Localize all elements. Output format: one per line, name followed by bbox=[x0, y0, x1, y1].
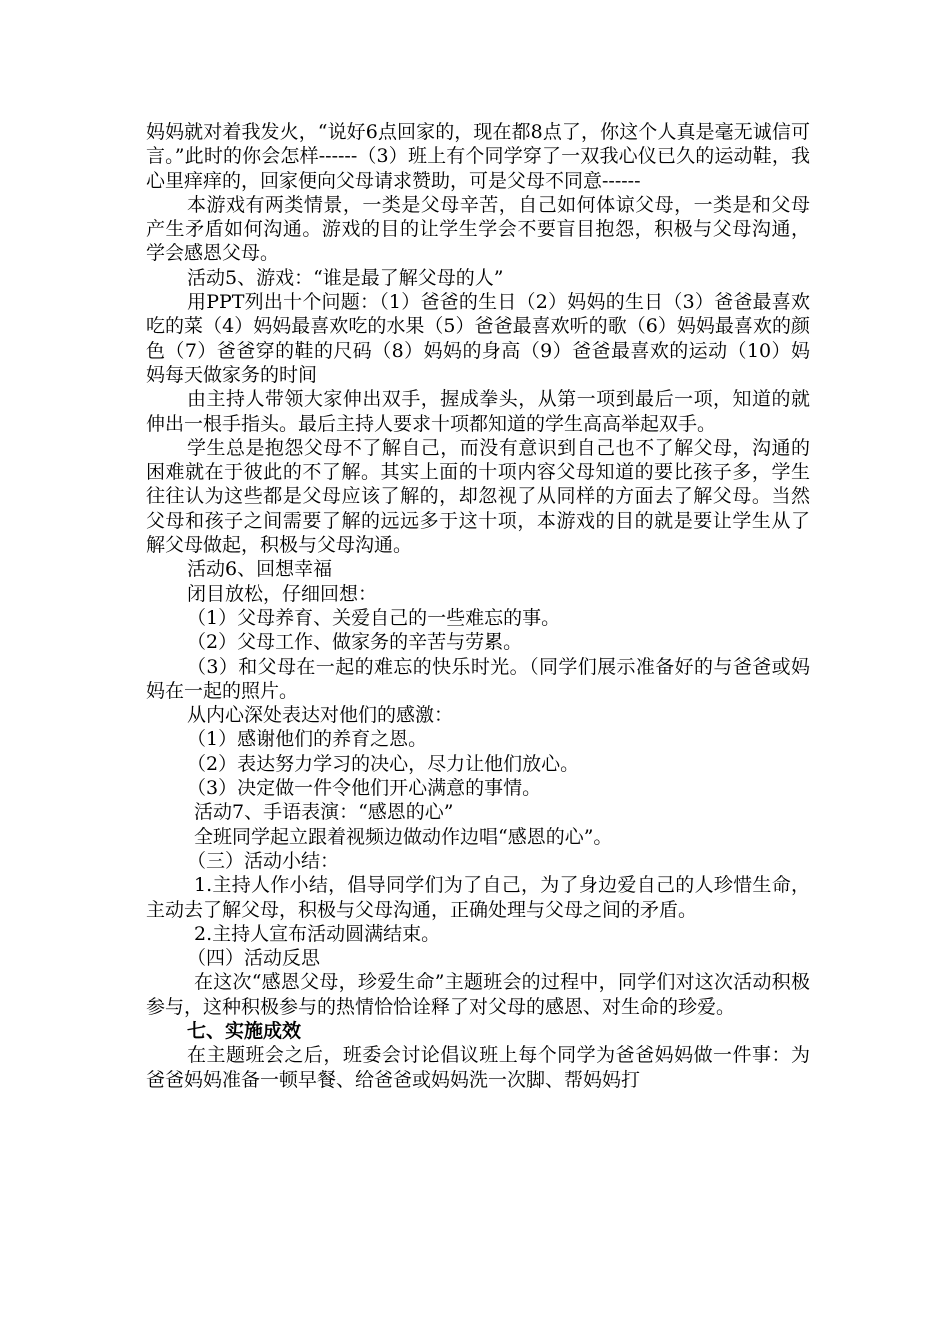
list-item-recall-1: （1）父母养育、关爱自己的一些难忘的事。 bbox=[187, 606, 561, 629]
section-heading-results: 七、实施成效 bbox=[187, 1019, 302, 1042]
paragraph-recall-prompt: 闭目放松，仔细回想： bbox=[187, 582, 378, 605]
activity-7-title: 活动7、手语表演：“感恩的心” bbox=[194, 801, 454, 824]
paragraph-sign-language: 全班同学起立跟着视频边做动作边唱“感恩的心”。 bbox=[194, 825, 613, 848]
list-item-gratitude-1: （1）感谢他们的养育之恩。 bbox=[187, 728, 428, 751]
summary-item-2: 2.主持人宣布活动圆满结束。 bbox=[194, 922, 441, 945]
activity-5-title: 活动5、游戏：“谁是最了解父母的人” bbox=[187, 266, 504, 289]
paragraph-game-reflection: 学生总是抱怨父母不了解自己，而没有意识到自己也不了解父母，沟通的困难就在于彼此的不了解。其实上面的十项内容父母知道的要比孩子多，学生往往认为这些都是父母应该了解的，却忽视了从同样的方面去了解父母。当然父母和孩子之间需要了解的远远多于这十项，本游戏的目的就是要让学生从了解父母做起，积极与父母沟通。 bbox=[146, 436, 810, 557]
paragraph-game-purpose: 本游戏有两类情景，一类是父母辛苦，自己如何体谅父母，一类是和父母产生矛盾如何沟通。游戏的目的让学生学会不要盲目抱怨，积极与父母沟通，学会感恩父母。 bbox=[146, 193, 810, 265]
list-item-recall-2: （2）父母工作、做家务的辛苦与劳累。 bbox=[187, 631, 523, 654]
paragraph-gratitude-prompt: 从内心深处表达对他们的感激： bbox=[187, 704, 454, 727]
document-body bbox=[146, 120, 810, 1092]
section-summary-title: （三）活动小结： bbox=[187, 849, 340, 872]
list-item-gratitude-2: （2）表达努力学习的决心，尽力让他们放心。 bbox=[187, 752, 580, 775]
paragraph-host-instructions: 由主持人带领大家伸出双手，握成拳头，从第一项到最后一项，知道的就伸出一根手指头。最后主持人要求十项都知道的学生高高举起双手。 bbox=[146, 388, 810, 435]
activity-6-title: 活动6、回想幸福 bbox=[187, 558, 333, 581]
section-reflection-title: （四）活动反思 bbox=[187, 947, 321, 970]
summary-item-1: 1.主持人作小结，倡导同学们为了自己，为了身边爱自己的人珍惜生命，主动去了解父母，积极与父母沟通，正确处理与父母之间的矛盾。 bbox=[146, 874, 810, 921]
paragraph-results: 在主题班会之后，班委会讨论倡议班上每个同学为爸爸妈妈做一件事：为爸爸妈妈准备一顿早餐、给爸爸或妈妈洗一次脚、帮妈妈打 bbox=[146, 1044, 810, 1091]
paragraph-ten-questions: 用PPT列出十个问题：（1）爸爸的生日（2）妈妈的生日（3）爸爸最喜欢吃的菜（4）妈妈最喜欢吃的水果（5）爸爸最喜欢听的歌（6）妈妈最喜欢的颜色（7）爸爸穿的鞋的尺码（8）妈妈的身高（9）爸爸最喜欢的运动（10）妈妈每天做家务的时间 bbox=[146, 291, 810, 386]
paragraph-scenario-continued: 妈妈就对着我发火，“说好6点回家的，现在都8点了，你这个人真是毫无诚信可言。”此时的你会怎样------（3）班上有个同学穿了一双我心仪已久的运动鞋，我心里痒痒的，回家便向父母请求赞助，可是父母不同意------ bbox=[146, 121, 810, 192]
list-item-recall-3: （3）和父母在一起的难忘的快乐时光。（同学们展示准备好的与爸爸或妈妈在一起的照片。 bbox=[146, 655, 810, 702]
paragraph-reflection: 在这次“感恩父母，珍爱生命”主题班会的过程中，同学们对这次活动积极参与，这种积极参与的热情恰恰诠释了对父母的感恩、对生命的珍爱。 bbox=[146, 971, 810, 1018]
list-item-gratitude-3: （3）决定做一件令他们开心满意的事情。 bbox=[187, 777, 542, 800]
